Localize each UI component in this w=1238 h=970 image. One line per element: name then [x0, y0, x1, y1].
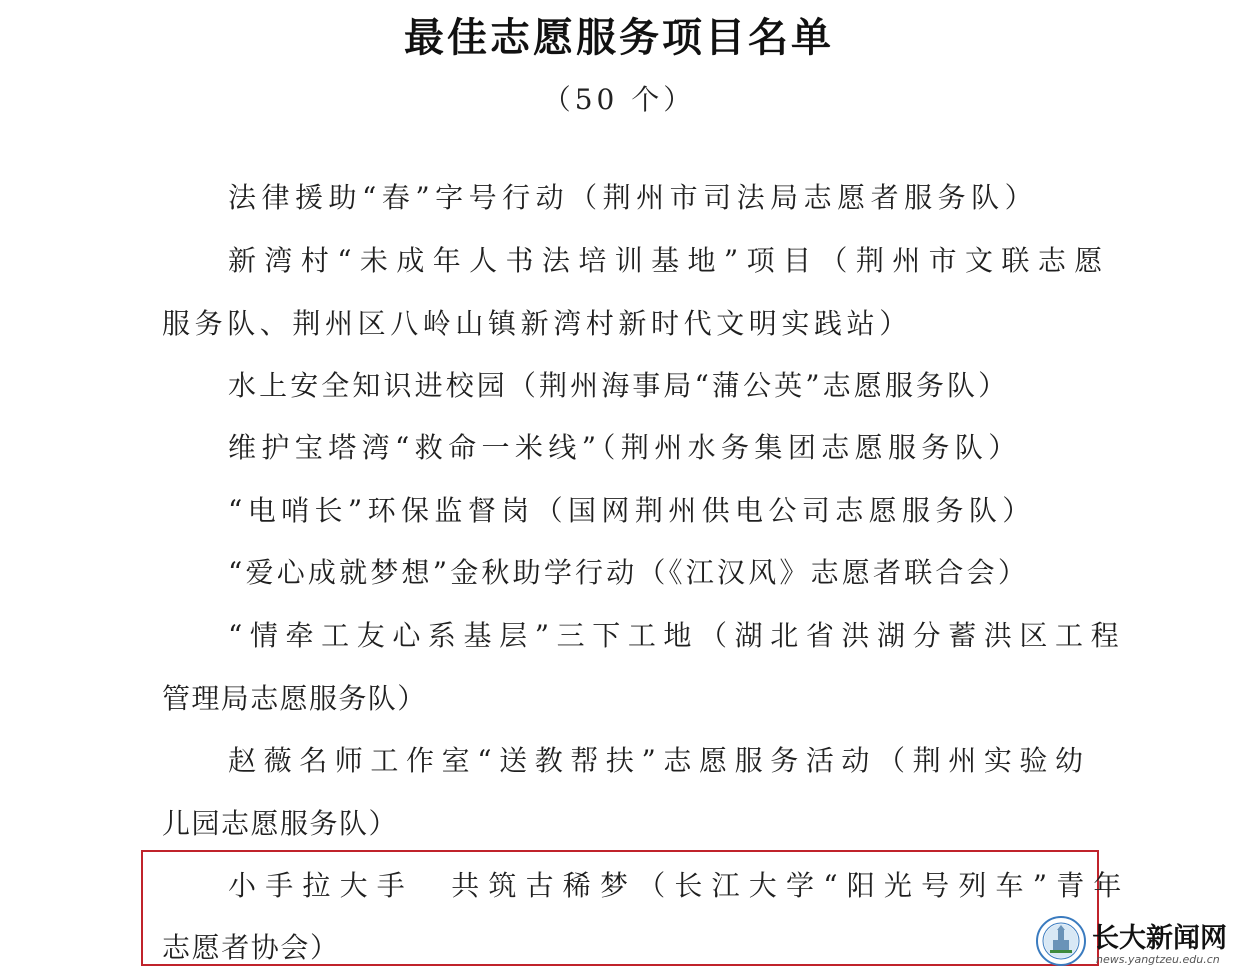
highlighted-list-item: 小手拉大手 共筑古稀梦（长江大学“阳光号列车”青年 — [228, 869, 1131, 902]
list-item-continuation: 服务队、荆州区八岭山镇新湾村新时代文明实践站） — [162, 307, 912, 340]
list-item: 水上安全知识进校园（荆州海事局“蒲公英”志愿服务队） — [228, 369, 1010, 402]
list-item: “电哨长”环保监督岗（国网荆州供电公司志愿服务队） — [228, 494, 1036, 527]
list-item: “情牵工友心系基层”三下工地（湖北省洪湖分蓄洪区工程 — [228, 619, 1127, 652]
list-item: “爱心成就梦想”金秋助学行动（《江汉风》志愿者联合会） — [228, 556, 1030, 589]
watermark-url: news.yangtzeu.edu.cn — [1096, 953, 1220, 966]
list-item-continuation: 管理局志愿服务队） — [162, 682, 427, 715]
highlighted-list-item-continuation: 志愿者协会） — [162, 931, 340, 964]
site-watermark — [1034, 912, 1238, 970]
item-count: （50 个） — [542, 83, 696, 116]
list-item-continuation: 儿园志愿服务队） — [162, 807, 399, 840]
list-item: 新湾村“未成年人书法培训基地”项目（荆州市文联志愿 — [228, 244, 1111, 277]
list-item: 法律援助“春”字号行动（荆州市司法局志愿者服务队） — [228, 181, 1039, 214]
list-item: 维护宝塔湾“救命一米线”（荆州水务集团志愿服务队） — [228, 431, 1022, 464]
page-title: 最佳志愿服务项目名单 — [404, 14, 834, 61]
list-item: 赵薇名师工作室“送教帮扶”志愿服务活动（荆州实验幼 — [228, 744, 1091, 777]
watermark-site-name: 长大新闻网 — [1092, 923, 1227, 954]
yangtze-university-seal-icon — [1036, 916, 1086, 966]
